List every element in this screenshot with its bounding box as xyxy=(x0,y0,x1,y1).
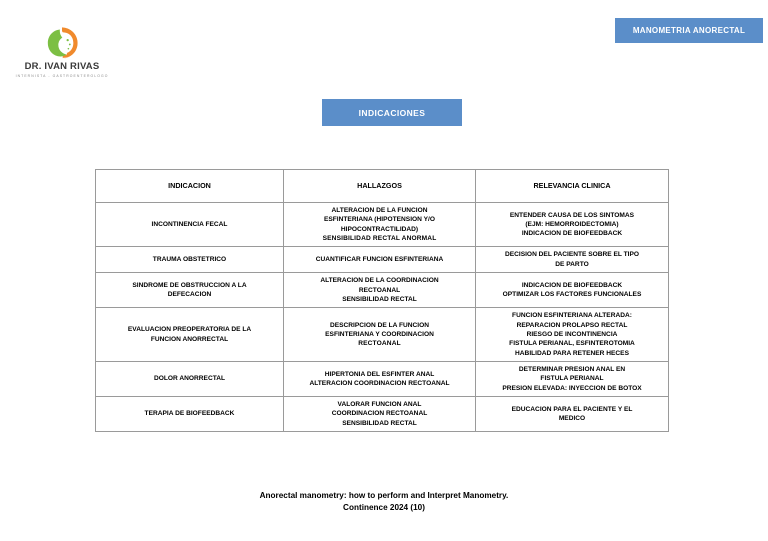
cell-line: ALTERACION DE LA FUNCION xyxy=(331,207,428,214)
cell-hallazgos xyxy=(284,397,476,432)
logo-name: DR. IVAN RIVAS xyxy=(24,61,100,72)
column-header-hallazgos: HALLAZGOS xyxy=(284,170,476,203)
cell-relevancia xyxy=(476,397,669,432)
cell-line: COORDINACION RECTOANAL xyxy=(331,410,428,418)
cell-indicacion xyxy=(96,247,284,273)
cell-line: SENSIBILIDAD RECTAL xyxy=(342,295,417,303)
cell-line: TRAUMA OBSTETRICO xyxy=(152,256,227,264)
cell-line: RECTOANAL xyxy=(358,286,401,294)
cell-relevancia xyxy=(476,273,669,308)
cell-line: EDUCACION PARA EL PACIENTE Y EL xyxy=(511,405,633,413)
brand-logo xyxy=(12,26,112,78)
cell-line: DECISION DEL PACIENTE SOBRE EL TIPO xyxy=(504,251,640,259)
citation-line-1: Anorectal manometry: how to perform and Interpret Manometry. xyxy=(259,491,509,500)
cell-indicacion xyxy=(96,273,284,308)
section-badge xyxy=(615,18,763,43)
cell-line: VALORAR FUNCION ANAL xyxy=(337,401,422,409)
cell-line: PRESION ELEVADA: INYECCION DE BOTOX xyxy=(502,384,642,392)
cell-line: ENTENDER CAUSA DE LOS SINTOMAS xyxy=(509,211,635,219)
cell-line: DE PARTO xyxy=(555,260,589,268)
column-header-relevancia-clinica: RELEVANCIA CLINICA xyxy=(476,170,669,203)
cell-line: HIPOCONTRACTILIDAD) xyxy=(340,225,419,233)
table-row xyxy=(96,308,669,362)
indications-table-wrapper xyxy=(95,169,668,432)
cell-line: DESCRIPCION DE LA FUNCION xyxy=(329,321,430,329)
cell-line: RECTOANAL xyxy=(358,340,401,348)
cell-line: HABILIDAD PARA RETENER HECES xyxy=(515,349,629,357)
cell-line: REPARACION PROLAPSO RECTAL xyxy=(516,321,628,329)
cell-line: EVALUACION PREOPERATORIA DE LA xyxy=(127,326,252,334)
cell-relevancia xyxy=(476,362,669,397)
cell-line: FISTULA PERIANAL, ESFINTEROTOMIA xyxy=(509,340,635,348)
cell-relevancia xyxy=(476,203,669,247)
cell-hallazgos xyxy=(284,362,476,397)
column-header-indicacion: INDICACION xyxy=(96,170,284,203)
cell-line: INCONTINENCIA FECAL xyxy=(151,221,228,229)
cell-line: ALTERACION DE LA COORDINACION xyxy=(320,277,439,285)
cell-indicacion xyxy=(96,308,284,362)
cell-line: DOLOR ANORRECTAL xyxy=(153,375,226,383)
cell-line: INDICACION DE BIOFEEDBACK xyxy=(521,281,623,289)
cell-line: TERAPIA DE BIOFEEDBACK xyxy=(144,410,235,418)
cell-line: HIPERTONIA DEL ESFINTER ANAL xyxy=(324,370,435,378)
cell-hallazgos xyxy=(284,273,476,308)
logo-subtitle: INTERNISTA - GASTROENTEROLOGO xyxy=(15,73,109,78)
cell-line: SENSIBILIDAD RECTAL xyxy=(342,419,417,427)
cell-line: OPTIMIZAR LOS FACTORES FUNCIONALES xyxy=(502,291,642,299)
stomach-logo-icon xyxy=(44,26,80,60)
cell-hallazgos xyxy=(284,203,476,247)
cell-hallazgos xyxy=(284,247,476,273)
table-row xyxy=(96,273,669,308)
table-header-row xyxy=(96,170,669,203)
cell-line: MEDICO xyxy=(558,415,586,423)
cell-line: ALTERACION COORDINACION RECTOANAL xyxy=(309,380,450,388)
source-citation xyxy=(0,490,768,514)
cell-line: DETERMINAR PRESION ANAL EN xyxy=(518,366,626,374)
cell-line: RIESGO DE INCONTINENCIA xyxy=(526,330,618,338)
cell-indicacion xyxy=(96,362,284,397)
section-badge-label: MANOMETRIA ANORECTAL xyxy=(632,26,746,35)
cell-indicacion xyxy=(96,397,284,432)
cell-line: SINDROME DE OBSTRUCCION A LA xyxy=(132,281,247,289)
indications-table xyxy=(95,169,669,432)
table-row xyxy=(96,397,669,432)
citation-line-2: Continence 2024 (10) xyxy=(343,502,425,512)
cell-line: ESFINTERIANA Y COORDINACION xyxy=(325,330,434,338)
slide-title-chip xyxy=(322,99,462,126)
cell-line: SENSIBILIDAD RECTAL ANORMAL xyxy=(322,235,437,243)
cell-line: FUNCION ESFINTERIANA ALTERADA: xyxy=(512,312,632,320)
cell-line: INDICACION DE BIOFEEDBACK xyxy=(521,230,623,238)
cell-line: FISTULA PERIANAL xyxy=(540,375,604,383)
cell-relevancia xyxy=(476,308,669,362)
cell-relevancia xyxy=(476,247,669,273)
cell-line: (EJM: HEMORROIDECTOMIA) xyxy=(525,221,619,229)
table-body xyxy=(96,203,669,432)
table-row xyxy=(96,362,669,397)
cell-indicacion xyxy=(96,203,284,247)
table-row xyxy=(96,247,669,273)
table-row xyxy=(96,203,669,247)
cell-line: FUNCION ANORRECTAL xyxy=(150,335,229,343)
slide-title-label: INDICACIONES xyxy=(358,107,426,118)
cell-line: CUANTIFICAR FUNCION ESFINTERIANA xyxy=(315,256,444,264)
cell-hallazgos xyxy=(284,308,476,362)
cell-line: DEFECACION xyxy=(167,291,212,299)
cell-line: ESFINTERIANA (HIPOTENSION Y/O xyxy=(323,216,435,224)
